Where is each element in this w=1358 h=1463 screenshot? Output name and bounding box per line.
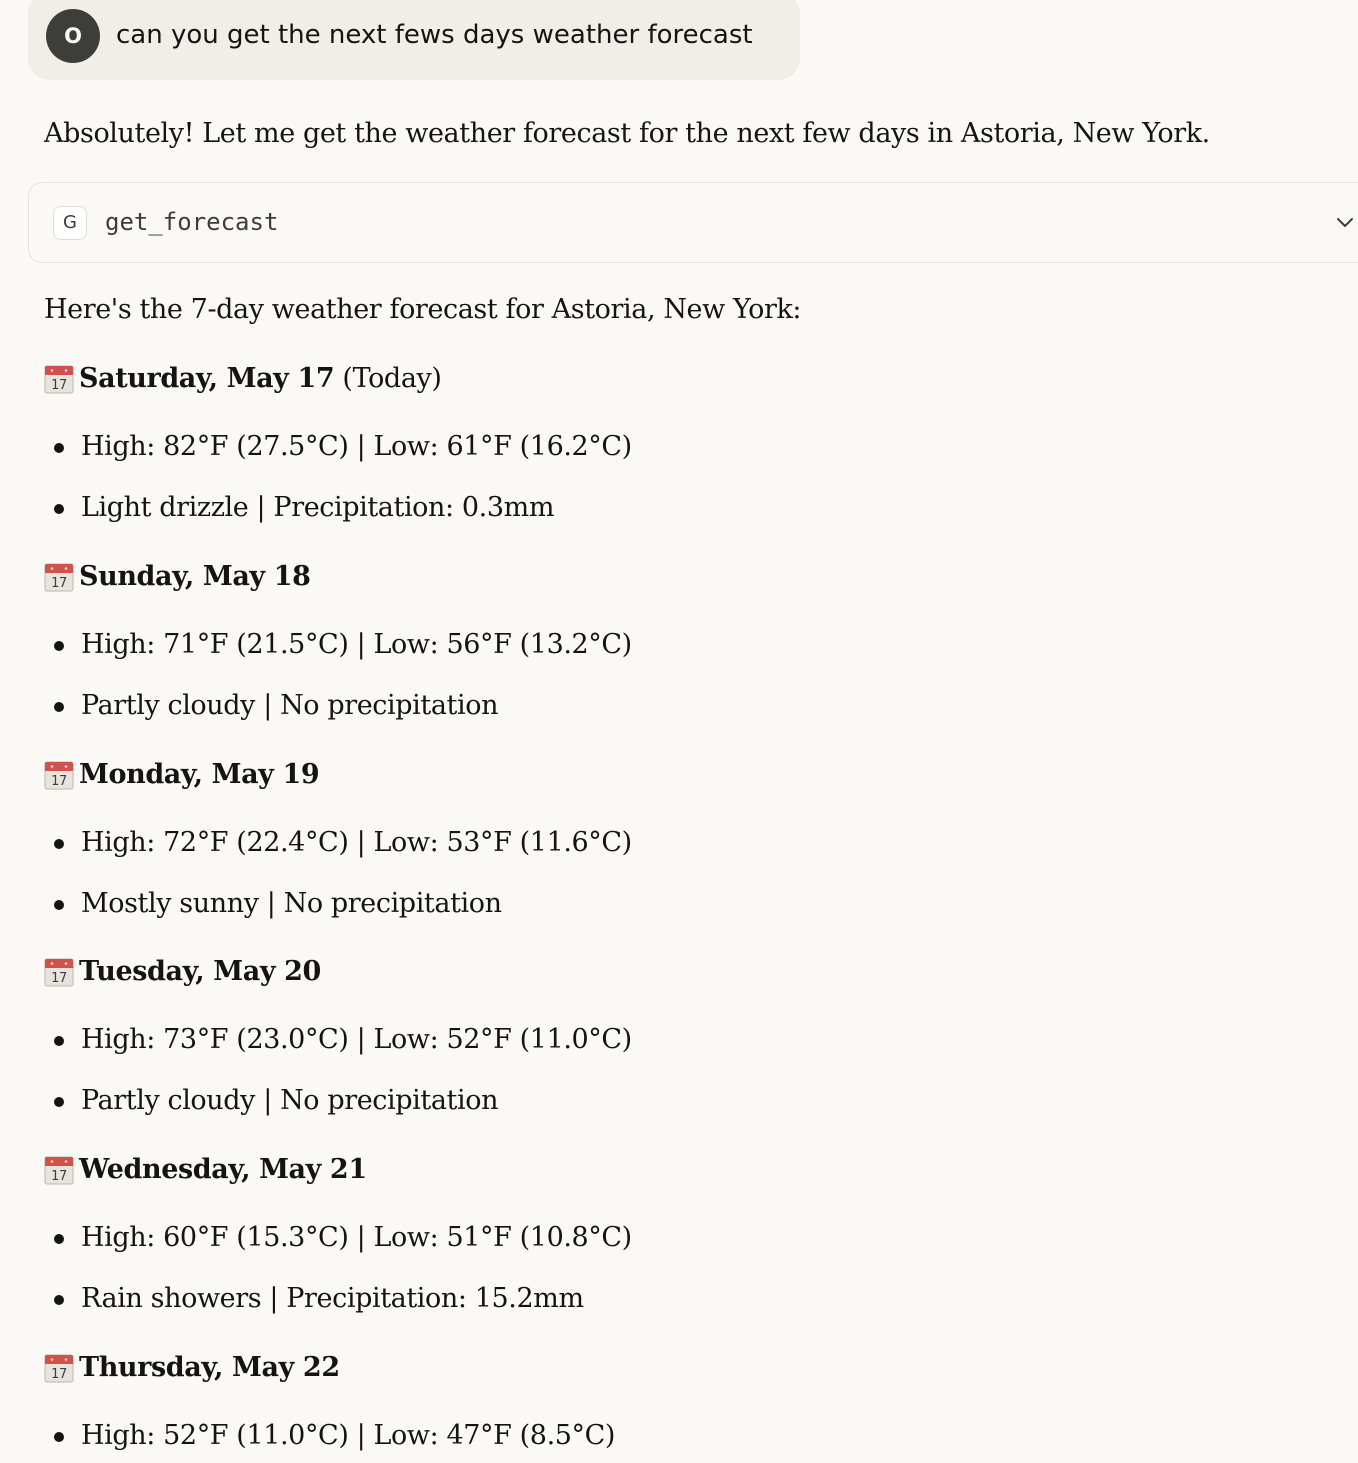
tool-call-panel[interactable] <box>28 182 1358 263</box>
tool-name: get_forecast <box>105 208 279 236</box>
temperature-range: High: 82°F (27.5°C) | Low: 61°F (16.2°C) <box>81 431 632 462</box>
bullet-dot <box>54 443 64 453</box>
user-avatar[interactable]: O <box>46 9 100 63</box>
temperature-range: High: 73°F (23.0°C) | Low: 52°F (11.0°C) <box>81 1024 632 1055</box>
bullet-dot <box>54 504 64 514</box>
bullet-dot <box>54 641 64 651</box>
calendar-icon <box>44 760 74 790</box>
assistant-intro-text: Absolutely! Let me get the weather forecast for the next few days in Astoria, New York. <box>44 118 1210 149</box>
calendar-icon <box>44 562 74 592</box>
bullet-dot <box>54 839 64 849</box>
weather-conditions: Mostly sunny | No precipitation <box>81 888 502 919</box>
weather-conditions: Light drizzle | Precipitation: 0.3mm <box>81 492 555 523</box>
calendar-icon <box>44 1155 74 1185</box>
day-title: Thursday, May 22 <box>79 1352 340 1383</box>
svg-text:17: 17 <box>51 971 67 986</box>
weather-conditions: Rain showers | Precipitation: 15.2mm <box>81 1283 584 1314</box>
weather-conditions: Partly cloudy | No precipitation <box>81 690 499 721</box>
temperature-range: High: 72°F (22.4°C) | Low: 53°F (11.6°C) <box>81 827 632 858</box>
svg-text:17: 17 <box>51 576 67 591</box>
weather-conditions: Partly cloudy | No precipitation <box>81 1085 499 1116</box>
forecast-summary-text: Here's the 7-day weather forecast for Astoria, New York: <box>44 294 802 325</box>
bullet-dot <box>54 900 64 910</box>
day-title: Tuesday, May 20 <box>79 956 321 987</box>
svg-text:17: 17 <box>51 1169 67 1184</box>
day-title-line <box>79 1350 340 1386</box>
day-suffix: (Today) <box>334 363 442 394</box>
temperature-range: High: 60°F (15.3°C) | Low: 51°F (10.8°C) <box>81 1222 632 1253</box>
temperature-range: High: 52°F (11.0°C) | Low: 47°F (8.5°C) <box>81 1420 616 1451</box>
calendar-icon <box>44 1353 74 1383</box>
temperature-range: High: 71°F (21.5°C) | Low: 56°F (13.2°C) <box>81 629 632 660</box>
tool-letter-icon: G <box>53 206 87 240</box>
bullet-dot <box>54 702 64 712</box>
user-message-bubble <box>28 0 800 80</box>
bullet-dot <box>54 1097 64 1107</box>
bullet-dot <box>54 1036 64 1046</box>
svg-text:17: 17 <box>51 1367 67 1382</box>
day-title: Sunday, May 18 <box>79 561 311 592</box>
day-title-line <box>79 757 319 793</box>
svg-text:17: 17 <box>51 378 67 393</box>
svg-text:17: 17 <box>51 774 67 789</box>
bullet-dot <box>54 1295 64 1305</box>
day-title-line <box>79 1152 367 1188</box>
calendar-icon <box>44 957 74 987</box>
day-title-line <box>79 361 442 397</box>
day-title-line <box>79 954 321 990</box>
day-title: Saturday, May 17 <box>79 363 335 394</box>
day-title-line <box>79 559 310 595</box>
day-title: Monday, May 19 <box>79 759 320 790</box>
bullet-dot <box>54 1432 64 1442</box>
user-message-text: can you get the next fews days weather forecast <box>116 20 753 50</box>
bullet-dot <box>54 1234 64 1244</box>
day-title: Wednesday, May 21 <box>79 1154 367 1185</box>
calendar-icon <box>44 364 74 394</box>
chevron-down-icon[interactable] <box>1334 211 1356 233</box>
